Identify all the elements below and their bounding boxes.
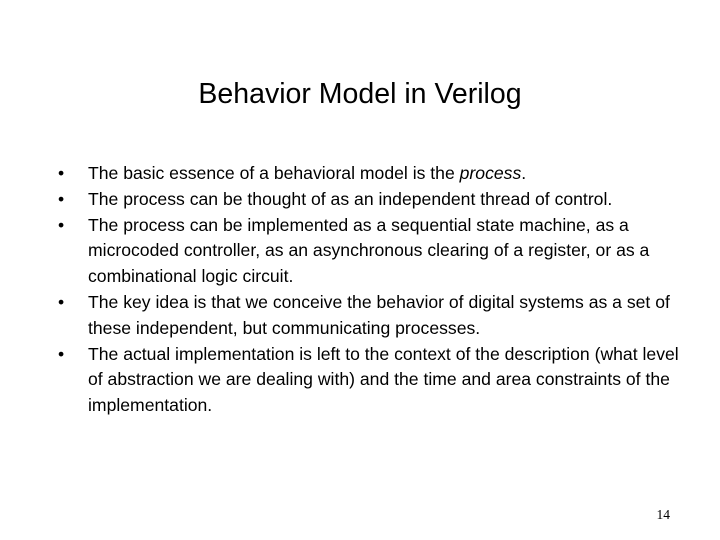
- bullet-item-3: [58, 213, 698, 290]
- bullet-text-2: The process can be thought of as an independent thread of control.: [88, 188, 613, 209]
- bullet-item-5: [58, 342, 698, 419]
- bullet-text-1: [88, 161, 698, 187]
- bullet-icon: •: [58, 188, 65, 209]
- bullet-icon: •: [58, 343, 65, 364]
- bullet-item-2: [58, 187, 698, 213]
- bullet-text-1-emphasis: process: [459, 163, 522, 183]
- bullet-icon: •: [58, 214, 65, 235]
- bullet-text-1-before: The basic essence of a behavioral model is the: [88, 163, 460, 183]
- slide-title: Behavior Model in Verilog: [198, 78, 522, 110]
- bullet-list: [58, 161, 698, 419]
- bullet-item-1: [58, 161, 698, 187]
- bullet-text-3: The process can be implemented as a sequential state machine, as a microcoded controller, as an asynchronous clearing of a register, or as a combinational logic circuit.: [88, 214, 650, 287]
- bullet-text-4: The key idea is that we conceive the behavior of digital systems as a set of these independent, but communicating processes.: [88, 291, 670, 338]
- bullet-text-1-after: .: [521, 163, 527, 183]
- bullet-icon: •: [58, 291, 65, 312]
- bullet-text-5: The actual implementation is left to the context of the description (what level of abstraction we are dealing with) and the time and area constraints of the implementation.: [88, 343, 679, 416]
- bullet-icon: •: [58, 163, 65, 183]
- page-number: 14: [656, 507, 670, 522]
- bullet-item-4: [58, 290, 698, 342]
